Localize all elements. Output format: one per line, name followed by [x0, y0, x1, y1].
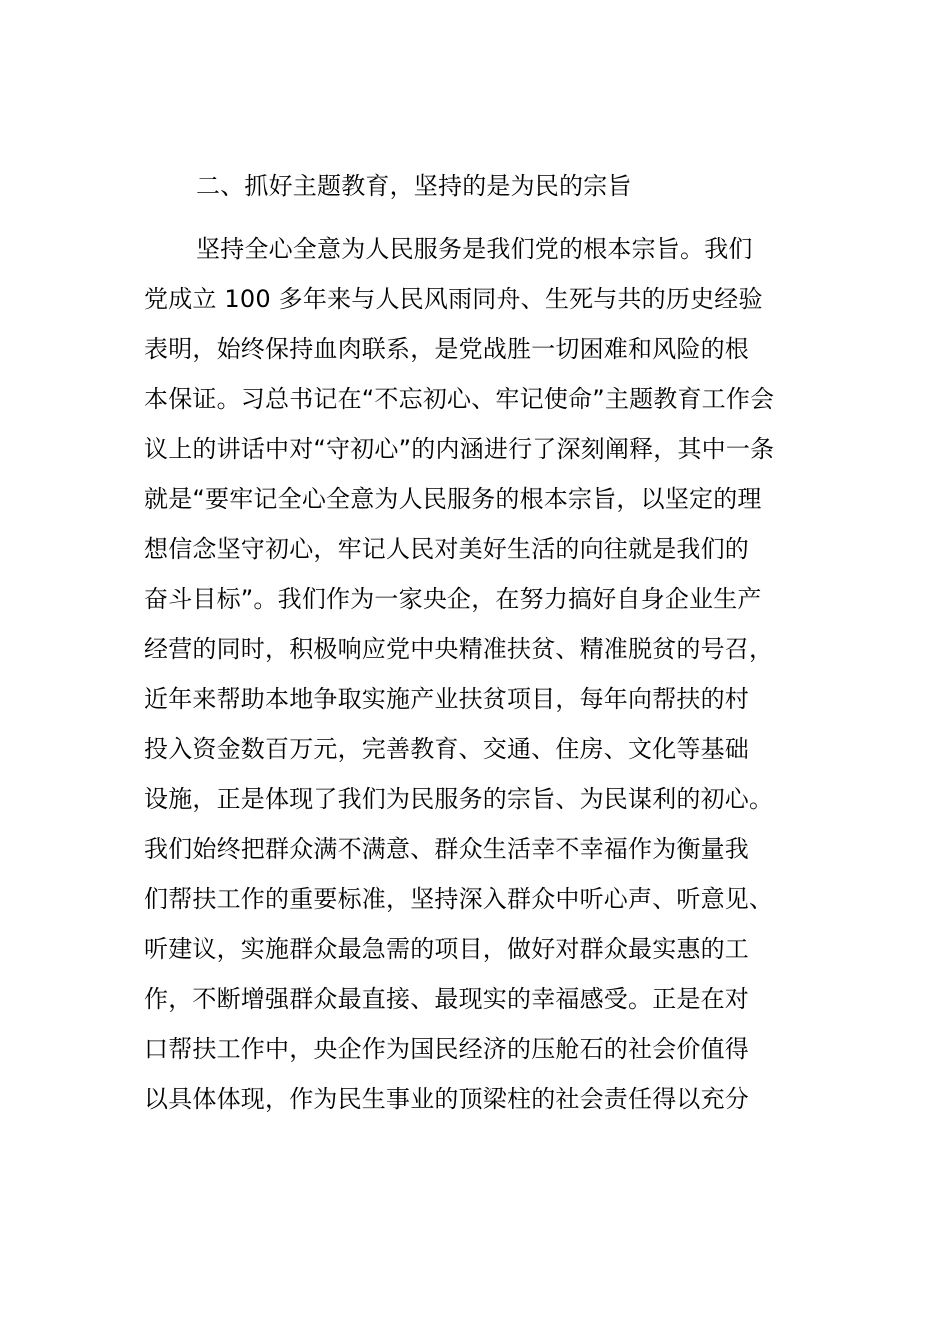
paragraph-line: 奋斗目标”。我们作为一家央企，在努力搞好自身企业生产: [144, 585, 762, 613]
paragraph-line: 就是“要牢记全心全意为人民服务的根本宗旨，以坚定的理: [144, 485, 762, 513]
paragraph-line: 听建议，实施群众最急需的项目，做好对群众最实惠的工: [144, 935, 749, 963]
paragraph-line: 议上的讲话中对“守初心”的内涵进行了深刻阐释，其中一条: [144, 435, 775, 463]
paragraph-line: 口帮扶工作中，央企作为国民经济的压舱石的社会价值得: [144, 1035, 749, 1063]
paragraph-line: 经营的同时，积极响应党中央精准扶贫、精准脱贫的号召，: [144, 635, 774, 663]
paragraph-line: 们帮扶工作的重要标准，坚持深入群众中听心声、听意见、: [144, 885, 774, 913]
paragraph-line: 作，不断增强群众最直接、最现实的幸福感受。正是在对: [144, 985, 749, 1013]
paragraph-line: 本保证。习总书记在“不忘初心、牢记使命”主题教育工作会: [144, 385, 775, 413]
body-paragraph: [144, 224, 824, 1124]
paragraph-line: 设施，正是体现了我们为民服务的宗旨、为民谋利的初心。: [144, 785, 774, 813]
paragraph-line: 以具体体现，作为民生事业的顶梁柱的社会责任得以充分: [144, 1085, 749, 1113]
paragraph-line: 党成立 100 多年来与人民风雨同舟、生死与共的历史经验: [144, 285, 763, 313]
paragraph-line: 坚持全心全意为人民服务是我们党的根本宗旨。我们: [196, 235, 753, 263]
paragraph-line: 近年来帮助本地争取实施产业扶贫项目，每年向帮扶的村: [144, 685, 749, 713]
paragraph-line: 想信念坚守初心，牢记人民对美好生活的向往就是我们的: [144, 535, 749, 563]
paragraph-line: 投入资金数百万元，完善教育、交通、住房、文化等基础: [144, 735, 749, 763]
section-heading: 二、抓好主题教育，坚持的是为民的宗旨: [196, 172, 632, 200]
paragraph-line: 我们始终把群众满不满意、群众生活幸不幸福作为衡量我: [144, 835, 749, 863]
paragraph-line: 表明，始终保持血肉联系，是党战胜一切困难和风险的根: [144, 335, 749, 363]
